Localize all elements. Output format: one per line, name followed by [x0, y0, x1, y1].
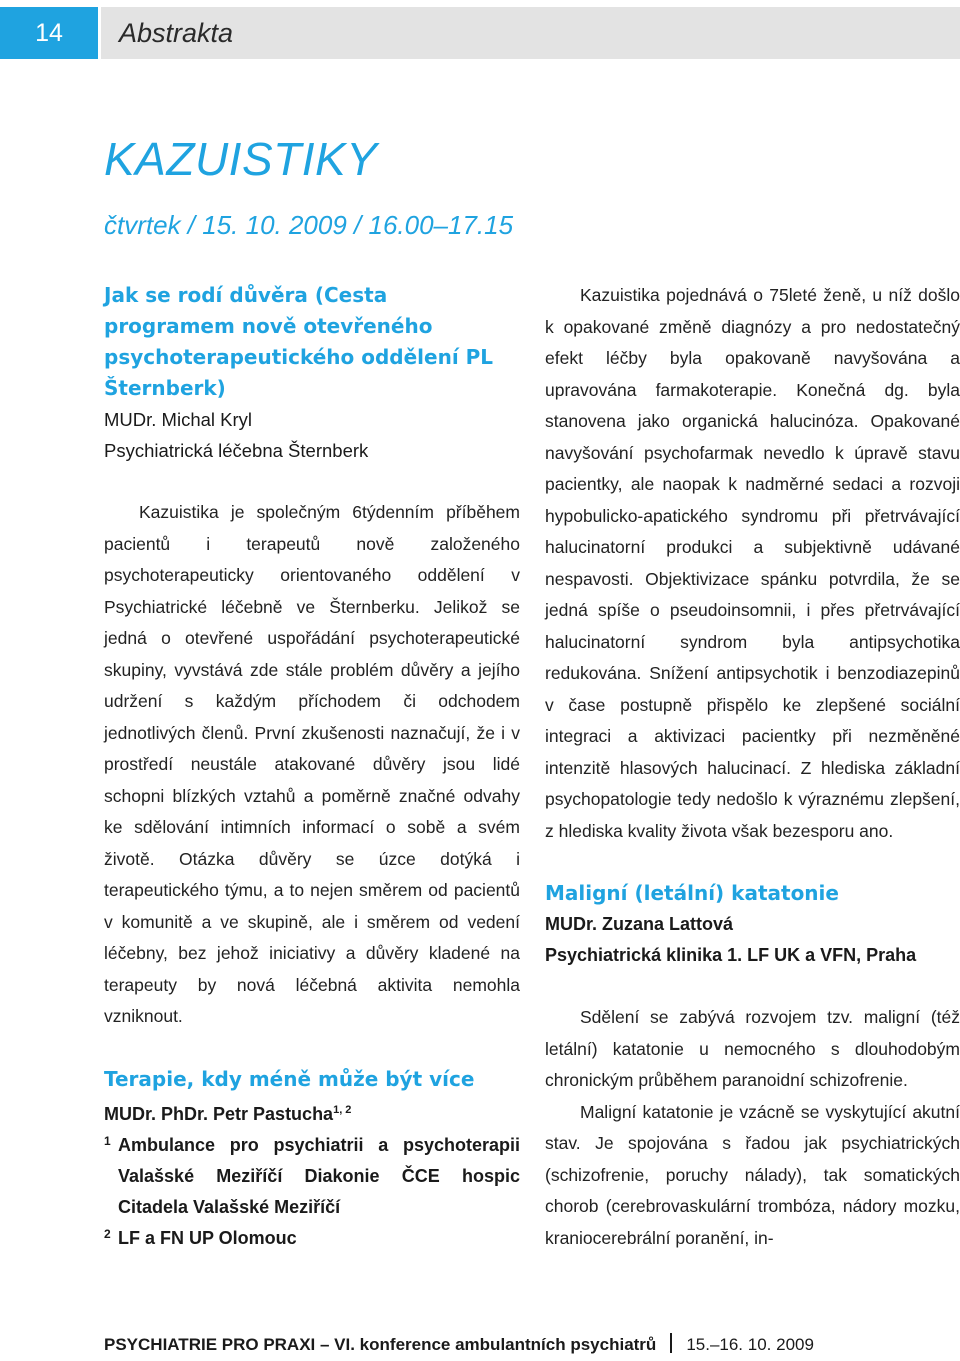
article-title: Jak se rodí důvěra (Cesta programem nově otevřeného psychoterapeutického oddělení PL Šternberk) — [104, 283, 494, 400]
article-author-3: MUDr. Zuzana Lattová — [545, 914, 734, 934]
article-paragraph: Maligní katatonie je vzácně se vyskytující akutní stav. Je spojována s řadou jak psychiatrických (schizofrenie, poruchy nálady), tak somatických chorob (cerebrovaskulární trombóza, nádory mozku, kraniocerebrální poranění, in- — [545, 1101, 960, 1248]
article-paragraph: Sdělení se zabývá rozvojem tzv. maligní (též letální) katatonie u nemocného s dlouhodobým chronickým průběhem paranoidní schizofrenie. — [545, 1007, 960, 1090]
page-title: KAZUISTIKY — [104, 133, 378, 185]
section-title: Abstrakta — [101, 7, 960, 59]
session-date: čtvrtek / 15. 10. 2009 / 16.00–17.15 — [104, 210, 514, 240]
affiliation-2 — [104, 1223, 520, 1254]
affiliation-text: LF a FN UP Olomouc — [118, 1227, 297, 1248]
article-institution: Psychiatrická léčebna Šternberk — [104, 440, 369, 461]
page-footer — [104, 1333, 814, 1355]
footer-divider — [670, 1333, 672, 1353]
article-title-3: Maligní (letální) katatonie — [545, 881, 839, 905]
page-number: 14 — [0, 7, 98, 59]
article-author-2: MUDr. PhDr. Petr Pastucha$^{1, 2}$ — [104, 1103, 352, 1124]
article-body: Kazuistika je společným 6týdenním příběhem pacientů i terapeutů nově založeného psychoterapeuticky orientovaného oddělení v Psychiatrické léčebně ve Šternberku. Jelikož se jedná o otevřené uspořádání psychoterapeutické skupiny, vyvstává zde stále problém důvěry a jejího udržení s každým příchodem či odchodem jednotlivých členů. První zkušenosti naznačují, že i v prostředí neustále atakované důvěry jsou lidé schopni blízkých vztahů a poměrně značné odvahy ke sdělování intimních informací o sobě a svém životě. Otázka důvěry se úzce dotýká i terapeutického týmu, a to nejen směrem od pacientů v komunitě a ve skupině, ale i směrem od vedení léčebny, bez jehož iniciativy a důvěry kladené na terapeuty by nová léčebná aktivita nemohla vzniknout. — [104, 502, 520, 1026]
article-author: MUDr. Michal Kryl — [104, 409, 253, 430]
article-institution-3: Psychiatrická klinika 1. LF UK a VFN, Praha — [545, 945, 917, 965]
affiliation-1 — [104, 1130, 520, 1223]
affiliation-marker: 2 — [104, 1226, 111, 1241]
continued-body: Kazuistika pojednává o 75leté ženě, u níž došlo k opakované změně diagnózy a pro nedostatečný efekt léčby byla opakovaně navyšována a upravována farmakoterapie. Konečná dg. byla stanovena jako organická halucinóza. Opakované navyšování psychofarmak nevedlo k úpravě stavu pacientky, ale naopak k nadměrné sedaci a rozvoji hypobulicko-apatického syndromu při přetrvávající halucinatorní produkci a subjektivně udávané nespavosti. Objektivizace spánku potvrdila, že se jedná spíše o pseudoinsomnii, i přes přetrvávající halucinatorní syndrom byla antipsychotika redukována. Snížení antipsychotik i benzodiazepinů v čase postupně přispělo ke zlepšené sociální integraci a aktivizaci pacientky při nezměněné intenzitě hlasových halucinací. Z hlediska základní psychopatologie tedy nedošlo k výraznému zlepšení, z hlediska kvality života však bezesporu ano. — [545, 285, 960, 841]
affiliation-marker: 1 — [104, 1133, 111, 1148]
right-column — [545, 280, 960, 1254]
left-column — [104, 280, 520, 1254]
author-superscript: 1, 2 — [333, 1103, 352, 1116]
footer-dates: 15.–16. 10. 2009 — [686, 1335, 814, 1354]
affiliation-text: Ambulance pro psychiatrii a psychoterapii Valašské Meziříčí Diakonie ČCE hospic Citadela Valašské Meziříčí — [118, 1134, 520, 1217]
footer-journal: PSYCHIATRIE PRO PRAXI – VI. konference ambulantních psychiatrů — [104, 1335, 657, 1354]
article-title-2: Terapie, kdy méně může být více — [104, 1066, 475, 1091]
